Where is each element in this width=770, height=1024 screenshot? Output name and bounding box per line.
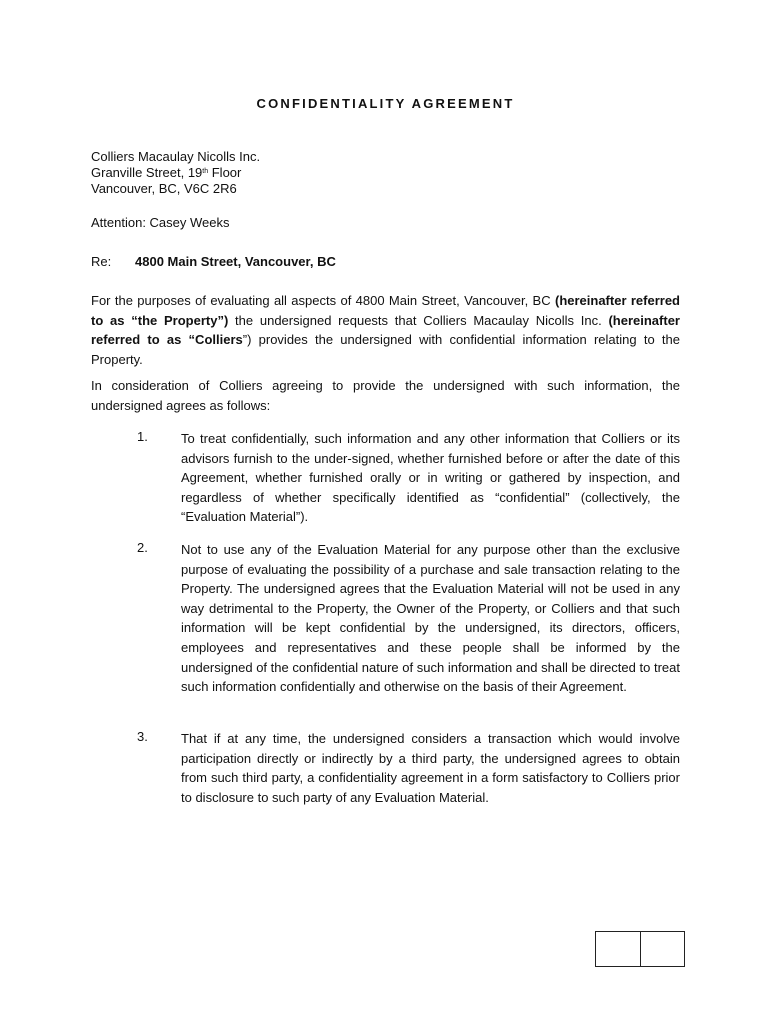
re-line bbox=[91, 254, 336, 269]
document-title: CONFIDENTIALITY AGREEMENT bbox=[256, 96, 515, 111]
initials-box bbox=[640, 932, 685, 966]
intro-paragraph: For the purposes of evaluating all aspects of 4800 Main Street, Vancouver, BC (hereinafter referred to as “the Property”) the undersigned requests that Colliers Macaulay Nicolls Inc. (hereinafter referred to as “Colliers”) provides the undersigned with confidential information relating to the Property. bbox=[91, 293, 680, 367]
recipient-company: Colliers Macaulay Nicolls Inc. bbox=[91, 149, 261, 164]
recipient-street: Granville Street, 19th Floor bbox=[91, 165, 242, 180]
recipient-address bbox=[91, 149, 260, 197]
re-label: Re: bbox=[91, 254, 112, 269]
item-text: Not to use any of the Evaluation Material for any purpose other than the exclusive purpose of evaluating the possibility of a purchase and sale transaction relating to the Property. The undersigned agrees that the Evaluation Material will not be used in any way detrimental to the Property, the Owner of the Property, or Colliers and that such information will be kept confidential by the undersigned, its directors, officers, employees and representatives and these people shall be informed by the undersigned of the confidential nature of such information and shall be directed to treat such information confidentially and otherwise on the basis of their Agreement. bbox=[181, 542, 680, 695]
item-text: That if at any time, the undersigned considers a transaction which would involve participation directly or indirectly by a third party, the undersigned agrees to obtain from such third party, a confidentiality agreement in a form satisfactory to Colliers prior to disclosure to such party of any Evaluation Material. bbox=[181, 731, 680, 805]
recipient-city: Vancouver, BC, V6C 2R6 bbox=[91, 181, 237, 196]
item-text: To treat confidentially, such information and any other information that Colliers or its advisors furnish to the under-signed, whether furnished before or after the date of this Agreement, whether furnished orally or in writing or gathered by inspection, and regardless of whether specifically identified as “confidential” (collectively, the “Evaluation Material”). bbox=[181, 431, 680, 525]
attention-line: Attention: Casey Weeks bbox=[91, 215, 230, 230]
item-number: 2. bbox=[137, 540, 148, 555]
item-number: 3. bbox=[137, 729, 148, 744]
consideration-paragraph: In consideration of Colliers agreeing to provide the undersigned with such information, the undersigned agrees as follows: bbox=[91, 378, 680, 413]
item-number: 1. bbox=[137, 429, 148, 444]
initials-boxes bbox=[595, 931, 685, 967]
re-subject: 4800 Main Street, Vancouver, BC bbox=[135, 254, 336, 269]
initials-box bbox=[596, 932, 640, 966]
